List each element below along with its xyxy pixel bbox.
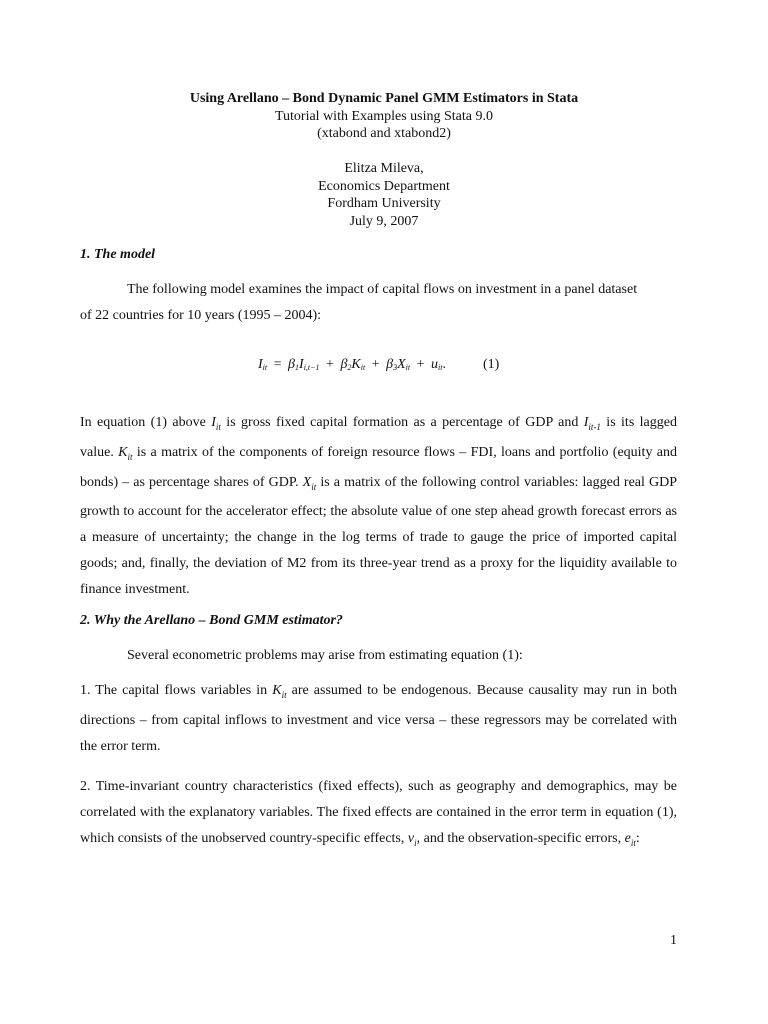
section-2-intro: Several econometric problems may arise from estimating equation (1): — [127, 648, 523, 663]
section-1-intro-line-2: of 22 countries for 10 years (1995 – 2004): — [80, 308, 322, 323]
author-university: Fordham University — [327, 196, 441, 211]
title-block — [0, 90, 768, 143]
author-name: Elitza Mileva, — [344, 161, 424, 176]
section-2-heading: 2. Why the Arellano – Bond GMM estimator? — [80, 613, 343, 628]
section-2-item-1: 1. The capital flows variables in $K_{it}$ are assumed to be endogenous. Because causality may run in both directions – from capital inflows to investment and vice versa – these regressors may be correlated with the error term. — [80, 683, 677, 754]
document-commands: (xtabond and xtabond2) — [317, 126, 451, 141]
author-department: Economics Department — [318, 178, 450, 194]
equation-1: $I_{it} = \beta_1I_{i,t-1} + \beta_2K_{it} + \beta_3X_{it} + u_{it}$. (1) — [258, 357, 500, 372]
author-block — [0, 160, 768, 230]
document-title: Using Arellano – Bond Dynamic Panel GMM Estimators in Stata — [189, 91, 579, 106]
section-1-paragraph: In equation (1) above $I_{it}$ is gross fixed capital formation as a percentage of GDP and $I_{it-1}$ is its lagged value. $K_{it}$ is a matrix of the components of foreign resource flows – FDI, loans and portfolio (equity and bonds) – as percentage shares of GDP. $X_{it}$ is a matrix of the following control variables: lagged real GDP growth to account for the accelerator effect; the absolute value of one step ahead growth forecast errors as a measure of uncertainty; the change in the log terms of trade to gauge the price of imported capital goods; and, finally, the deviation of M2 from its three-year trend as a proxy for the liquidity available to finance investment. — [80, 415, 677, 598]
page-number: 1 — [670, 933, 677, 948]
section-1-intro-line-1: The following model examines the impact of capital flows on investment in a panel dataset — [127, 282, 638, 297]
document-subtitle: Tutorial with Examples using Stata 9.0 — [274, 108, 494, 124]
section-2-item-2: 2. Time-invariant country characteristics (fixed effects), such as geography and demographics, may be correlated with the explanatory variables. The fixed effects are contained in the error term in equation (1), which consists of the unobserved country-specific effects, $v_i$, and the observation-specific errors, $e_{it}$: — [80, 779, 677, 848]
author-date: July 9, 2007 — [349, 213, 419, 229]
section-1-heading: 1. The model — [80, 247, 156, 262]
equation-number: (1) — [483, 357, 500, 372]
section-1-intro — [80, 277, 677, 329]
